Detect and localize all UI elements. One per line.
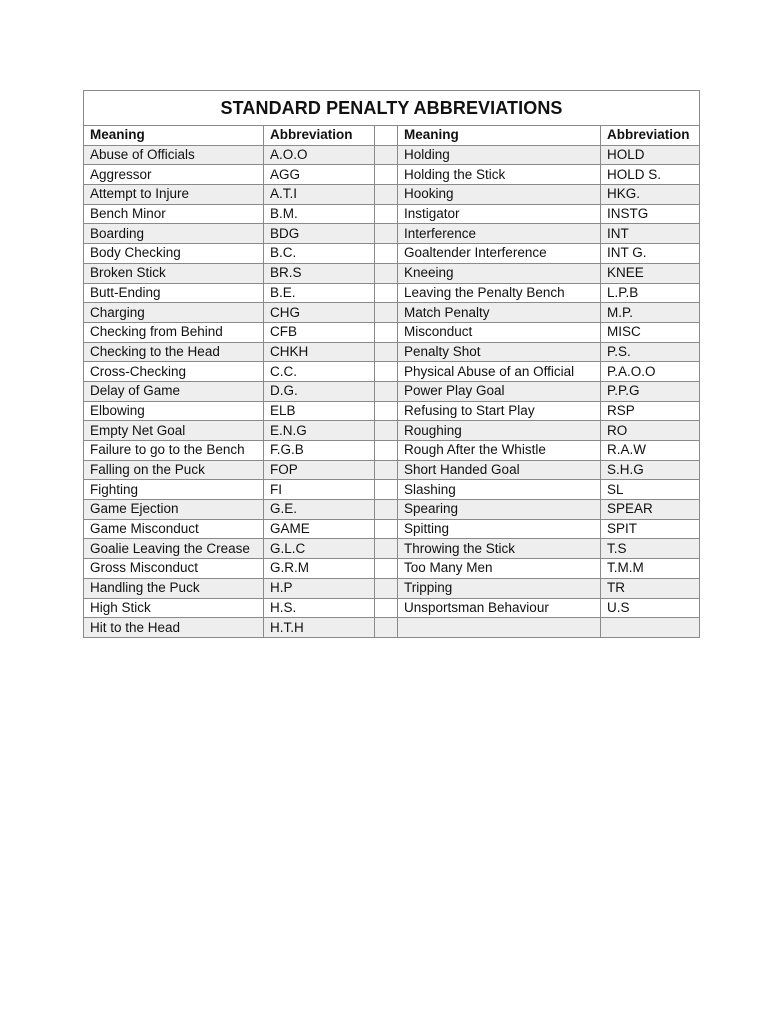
penalty-table [83, 90, 700, 638]
meaning-right-cell: Roughing [398, 421, 601, 441]
table-row [84, 263, 700, 283]
column-spacer [375, 185, 398, 205]
column-spacer [375, 539, 398, 559]
abbreviation-left-cell: C.C. [264, 362, 375, 382]
column-spacer [375, 263, 398, 283]
meaning-right-cell: Short Handed Goal [398, 460, 601, 480]
abbreviation-right-cell: SL [601, 480, 700, 500]
table-row [84, 165, 700, 185]
table-row [84, 185, 700, 205]
meaning-left-cell: Fighting [84, 480, 264, 500]
abbreviation-right-cell: U.S [601, 598, 700, 618]
meaning-right-cell: Hooking [398, 185, 601, 205]
table-row [84, 598, 700, 618]
abbreviation-left-cell: G.R.M [264, 559, 375, 579]
meaning-left-cell: Charging [84, 303, 264, 323]
abbreviation-left-cell: CHKH [264, 342, 375, 362]
abbreviation-left-cell: CFB [264, 322, 375, 342]
abbreviation-right-cell: HKG. [601, 185, 700, 205]
abbreviation-left-cell: F.G.B [264, 441, 375, 461]
column-spacer [375, 441, 398, 461]
abbreviation-right-cell: SPIT [601, 519, 700, 539]
meaning-left-cell: Gross Misconduct [84, 559, 264, 579]
meaning-left-cell: Broken Stick [84, 263, 264, 283]
column-spacer [375, 283, 398, 303]
meaning-right-cell: Slashing [398, 480, 601, 500]
meaning-left-cell: Empty Net Goal [84, 421, 264, 441]
meaning-left-cell: Failure to go to the Bench [84, 441, 264, 461]
column-spacer [375, 126, 398, 146]
meaning-right-cell [398, 618, 601, 638]
meaning-left-cell: Attempt to Injure [84, 185, 264, 205]
abbreviation-left-cell: B.E. [264, 283, 375, 303]
abbreviation-left-cell: G.L.C [264, 539, 375, 559]
abbreviation-left-cell: B.M. [264, 204, 375, 224]
table-row [84, 559, 700, 579]
abbreviation-left-cell: FI [264, 480, 375, 500]
column-spacer [375, 401, 398, 421]
meaning-right-cell: Throwing the Stick [398, 539, 601, 559]
column-spacer [375, 618, 398, 638]
abbreviation-left-cell: BDG [264, 224, 375, 244]
meaning-right-cell: Holding [398, 145, 601, 165]
meaning-right-cell: Leaving the Penalty Bench [398, 283, 601, 303]
column-spacer [375, 145, 398, 165]
abbreviation-left-cell: GAME [264, 519, 375, 539]
header-abbreviation-left: Abbreviation [264, 126, 375, 146]
abbreviation-right-cell: TR [601, 578, 700, 598]
table-row [84, 204, 700, 224]
meaning-left-cell: Elbowing [84, 401, 264, 421]
column-spacer [375, 381, 398, 401]
abbreviation-right-cell: M.P. [601, 303, 700, 323]
meaning-left-cell: Delay of Game [84, 381, 264, 401]
table-row [84, 381, 700, 401]
column-spacer [375, 460, 398, 480]
table-row [84, 322, 700, 342]
abbreviation-right-cell: KNEE [601, 263, 700, 283]
meaning-right-cell: Misconduct [398, 322, 601, 342]
abbreviation-right-cell: HOLD S. [601, 165, 700, 185]
abbreviation-left-cell: H.T.H [264, 618, 375, 638]
abbreviation-left-cell: H.P [264, 578, 375, 598]
meaning-left-cell: Game Ejection [84, 500, 264, 520]
table-row [84, 224, 700, 244]
meaning-left-cell: Checking to the Head [84, 342, 264, 362]
abbreviation-left-cell: A.O.O [264, 145, 375, 165]
meaning-left-cell: Hit to the Head [84, 618, 264, 638]
table-row [84, 480, 700, 500]
abbreviation-left-cell: ELB [264, 401, 375, 421]
table-row [84, 618, 700, 638]
meaning-right-cell: Penalty Shot [398, 342, 601, 362]
abbreviation-right-cell: INSTG [601, 204, 700, 224]
column-spacer [375, 421, 398, 441]
abbreviation-left-cell: E.N.G [264, 421, 375, 441]
header-meaning-right: Meaning [398, 126, 601, 146]
abbreviation-left-cell: D.G. [264, 381, 375, 401]
header-abbreviation-right: Abbreviation [601, 126, 700, 146]
meaning-left-cell: Game Misconduct [84, 519, 264, 539]
abbreviation-left-cell: FOP [264, 460, 375, 480]
meaning-right-cell: Goaltender Interference [398, 244, 601, 264]
table-title: STANDARD PENALTY ABBREVIATIONS [84, 91, 700, 126]
abbreviation-right-cell: P.P.G [601, 381, 700, 401]
meaning-right-cell: Rough After the Whistle [398, 441, 601, 461]
table-row [84, 539, 700, 559]
table-row [84, 145, 700, 165]
abbreviation-right-cell: T.M.M [601, 559, 700, 579]
meaning-left-cell: Boarding [84, 224, 264, 244]
column-spacer [375, 204, 398, 224]
title-row [84, 91, 700, 126]
abbreviation-left-cell: CHG [264, 303, 375, 323]
table-row [84, 244, 700, 264]
column-spacer [375, 322, 398, 342]
meaning-left-cell: Cross-Checking [84, 362, 264, 382]
abbreviation-left-cell: BR.S [264, 263, 375, 283]
meaning-right-cell: Too Many Men [398, 559, 601, 579]
column-header-row [84, 126, 700, 146]
meaning-left-cell: Butt-Ending [84, 283, 264, 303]
table-row [84, 283, 700, 303]
column-spacer [375, 500, 398, 520]
column-spacer [375, 598, 398, 618]
column-spacer [375, 362, 398, 382]
abbreviation-right-cell: HOLD [601, 145, 700, 165]
table-row [84, 401, 700, 421]
table-row [84, 303, 700, 323]
table-row [84, 460, 700, 480]
abbreviation-right-cell: SPEAR [601, 500, 700, 520]
abbreviation-right-cell: P.S. [601, 342, 700, 362]
meaning-left-cell: Goalie Leaving the Crease [84, 539, 264, 559]
abbreviation-right-cell: P.A.O.O [601, 362, 700, 382]
meaning-right-cell: Spitting [398, 519, 601, 539]
meaning-right-cell: Power Play Goal [398, 381, 601, 401]
abbreviation-right-cell [601, 618, 700, 638]
meaning-left-cell: Handling the Puck [84, 578, 264, 598]
table-row [84, 342, 700, 362]
column-spacer [375, 303, 398, 323]
column-spacer [375, 559, 398, 579]
column-spacer [375, 480, 398, 500]
meaning-right-cell: Physical Abuse of an Official [398, 362, 601, 382]
abbreviation-right-cell: T.S [601, 539, 700, 559]
abbreviation-right-cell: INT G. [601, 244, 700, 264]
meaning-left-cell: Bench Minor [84, 204, 264, 224]
meaning-right-cell: Match Penalty [398, 303, 601, 323]
meaning-right-cell: Refusing to Start Play [398, 401, 601, 421]
meaning-right-cell: Kneeing [398, 263, 601, 283]
meaning-left-cell: Body Checking [84, 244, 264, 264]
meaning-right-cell: Holding the Stick [398, 165, 601, 185]
abbreviation-left-cell: G.E. [264, 500, 375, 520]
column-spacer [375, 244, 398, 264]
meaning-right-cell: Instigator [398, 204, 601, 224]
column-spacer [375, 342, 398, 362]
table-row [84, 441, 700, 461]
abbreviation-right-cell: RSP [601, 401, 700, 421]
table-row [84, 362, 700, 382]
table-row [84, 578, 700, 598]
abbreviation-right-cell: INT [601, 224, 700, 244]
column-spacer [375, 224, 398, 244]
column-spacer [375, 519, 398, 539]
penalty-abbreviations-sheet [83, 90, 699, 638]
column-spacer [375, 165, 398, 185]
penalty-rows [84, 145, 700, 637]
table-row [84, 421, 700, 441]
abbreviation-right-cell: R.A.W [601, 441, 700, 461]
meaning-right-cell: Unsportsman Behaviour [398, 598, 601, 618]
meaning-left-cell: High Stick [84, 598, 264, 618]
meaning-right-cell: Spearing [398, 500, 601, 520]
header-meaning-left: Meaning [84, 126, 264, 146]
table-row [84, 500, 700, 520]
abbreviation-right-cell: S.H.G [601, 460, 700, 480]
table-row [84, 519, 700, 539]
column-spacer [375, 578, 398, 598]
abbreviation-left-cell: B.C. [264, 244, 375, 264]
abbreviation-right-cell: L.P.B [601, 283, 700, 303]
meaning-left-cell: Aggressor [84, 165, 264, 185]
meaning-left-cell: Abuse of Officials [84, 145, 264, 165]
abbreviation-right-cell: MISC [601, 322, 700, 342]
abbreviation-left-cell: A.T.I [264, 185, 375, 205]
abbreviation-left-cell: AGG [264, 165, 375, 185]
abbreviation-left-cell: H.S. [264, 598, 375, 618]
meaning-left-cell: Checking from Behind [84, 322, 264, 342]
meaning-right-cell: Interference [398, 224, 601, 244]
abbreviation-right-cell: RO [601, 421, 700, 441]
meaning-left-cell: Falling on the Puck [84, 460, 264, 480]
meaning-right-cell: Tripping [398, 578, 601, 598]
